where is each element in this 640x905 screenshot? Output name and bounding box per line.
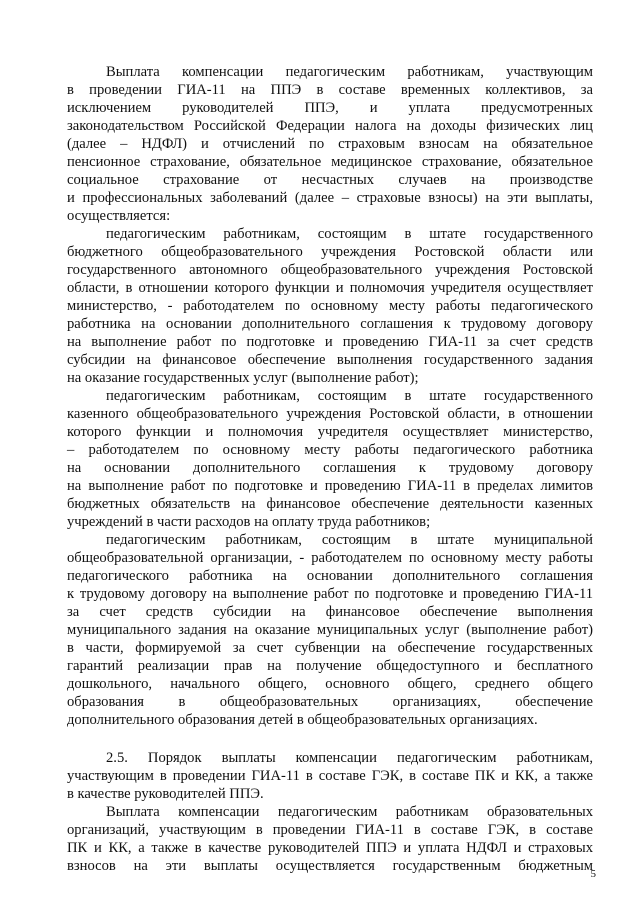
text-line: работника на основании дополнительного соглашения к трудовому договору: [67, 316, 593, 332]
text-line: на выполнение работ по подготовке и проведению ГИА-11 за счет средств: [67, 334, 593, 350]
text-line: общеобразовательной организации, - работодателем по основному месту работы: [67, 550, 593, 566]
text-line: исключением руководителей ППЭ, и уплата предусмотренных: [67, 100, 593, 116]
text-line: министерство, - работодателем по основному месту работы педагогического: [67, 298, 593, 314]
text-line: Выплата компенсации педагогическим работникам образовательных: [106, 804, 593, 820]
text-line: бюджетных обязательств на финансовое обеспечение деятельности казенных: [67, 496, 593, 512]
text-line: педагогическим работникам, состоящим в штате муниципальной: [106, 532, 593, 548]
text-line: организаций, участвующим в проведении ГИА-11 в составе ГЭК, в составе: [67, 822, 593, 838]
text-line: на оказание государственных услуг (выполнение работ);: [67, 370, 419, 386]
text-line: – работодателем по основному месту работы педагогического работника: [67, 442, 593, 458]
text-line: казенного общеобразовательного учреждения Ростовской области, в отношении: [67, 406, 593, 422]
text-line: в проведении ГИА-11 на ППЭ в составе временных коллективов, за: [67, 82, 593, 98]
text-line: к трудовому договору на выполнение работ по подготовке и проведению ГИА-11: [67, 586, 593, 602]
section-heading-line: 2.5. Порядок выплаты компенсации педагогическим работникам,: [106, 750, 593, 766]
text-line: взносов на эти выплаты осуществляется государственным бюджетным: [67, 858, 593, 874]
text-line: области, в отношении которого функции и полномочия учредителя осуществляет: [67, 280, 593, 296]
text-line: педагогическим работникам, состоящим в штате государственного: [106, 226, 593, 242]
text-line: гарантий реализации прав на получение общедоступного и бесплатного: [67, 658, 593, 674]
text-line: дошкольного, начального общего, основного общего, среднего общего: [67, 676, 593, 692]
text-line: ПК и КК, а также в качестве руководителей ППЭ и уплата НДФЛ и страховых: [67, 840, 593, 856]
text-line: пенсионное страхование, обязательное медицинское страхование, обязательное: [67, 154, 593, 170]
text-line: субсидии на финансовое обеспечение выполнения государственного задания: [67, 352, 593, 368]
text-line: за счет средств субсидии на финансовое обеспечение выполнения: [67, 604, 593, 620]
page-number: 5: [590, 868, 596, 880]
text-line: законодательством Российской Федерации налога на доходы физических лиц: [67, 118, 593, 134]
text-line: муниципального задания на оказание муниципальных услуг (выполнение работ): [67, 622, 593, 638]
section-heading-line: в качестве руководителей ППЭ.: [67, 786, 264, 802]
text-line: социальное страхование от несчастных случаев на производстве: [67, 172, 593, 188]
text-line: педагогического работника на основании дополнительного соглашения: [67, 568, 593, 584]
text-line: на основании дополнительного соглашения к трудовому договору: [67, 460, 593, 476]
text-line: осуществляется:: [67, 208, 171, 224]
text-line: на выполнение работ по подготовке и проведению ГИА-11 в пределах лимитов: [67, 478, 593, 494]
text-line: дополнительного образования детей в общеобразовательных организациях.: [67, 712, 538, 728]
text-line: бюджетного общеобразовательного учреждения Ростовской области или: [67, 244, 593, 260]
section-heading-line: участвующим в проведении ГИА-11 в составе ГЭК, в составе ПК и КК, а также: [67, 768, 593, 784]
text-line: государственного автономного общеобразовательного учреждения Ростовской: [67, 262, 593, 278]
text-line: которого функции и полномочия учредителя осуществляет министерство,: [67, 424, 593, 440]
text-line: в части, формируемой за счет субвенции на обеспечение государственных: [67, 640, 593, 656]
text-line: образования в общеобразовательных организациях, обеспечение: [67, 694, 593, 710]
text-line: педагогическим работникам, состоящим в штате государственного: [106, 388, 593, 404]
text-line: Выплата компенсации педагогическим работникам, участвующим: [106, 64, 593, 80]
text-line: учреждений в части расходов на оплату труда работников;: [67, 514, 431, 530]
text-line: и профессиональных заболеваний (далее – страховые взносы) на эти выплаты,: [67, 190, 593, 206]
text-line: (далее – НДФЛ) и отчислений по страховым взносам на обязательное: [67, 136, 593, 152]
